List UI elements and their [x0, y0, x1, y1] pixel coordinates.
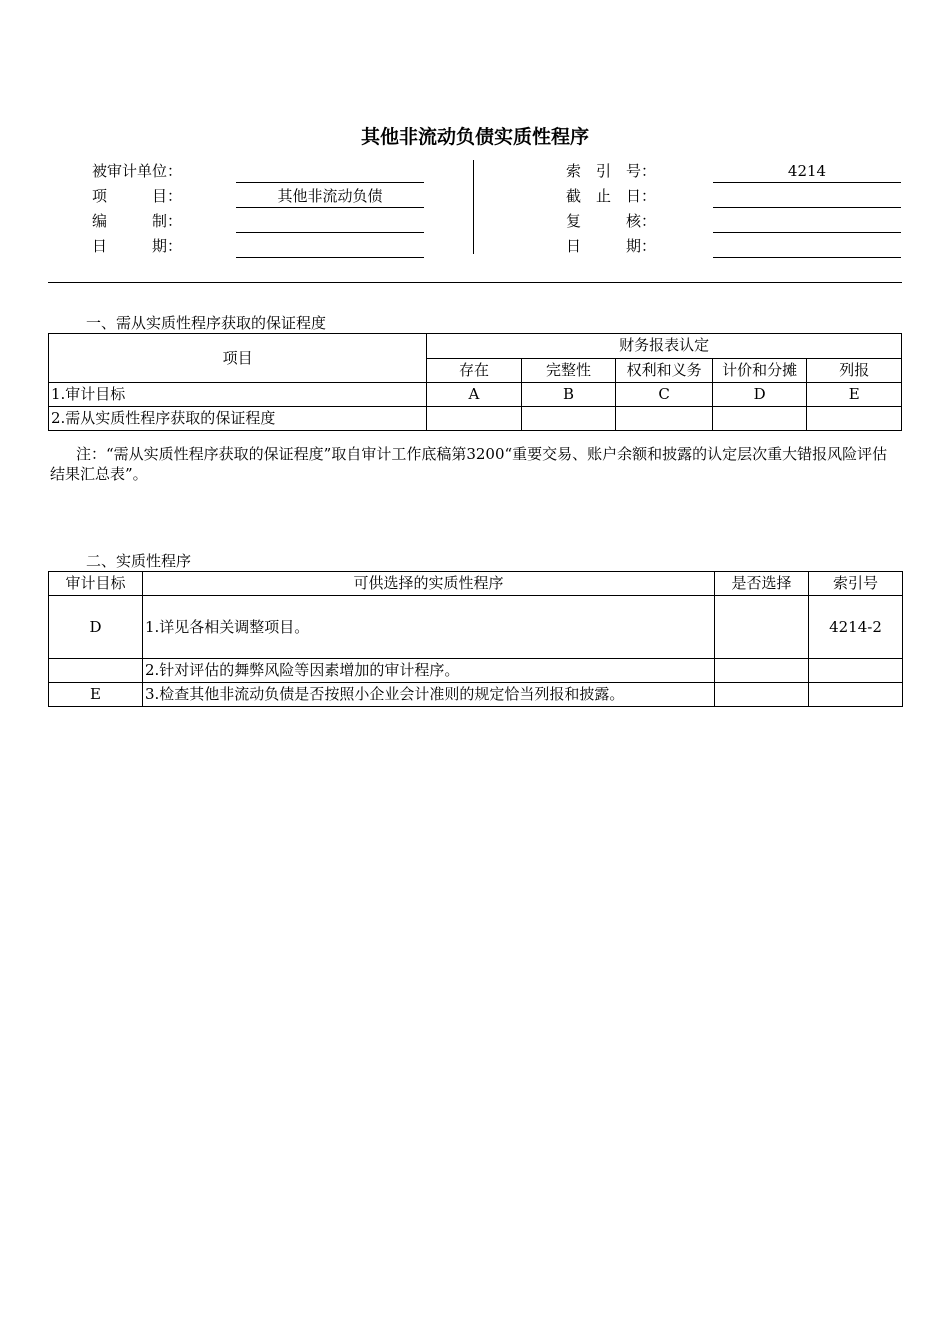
table-cell: D	[712, 383, 807, 407]
table-row	[49, 659, 903, 683]
note-text: 注：“需从实质性程序获取的保证程度”取自审计工作底稿第3200“重要交易、账户余额和披露的认定层次重大错报风险评估结果汇总表”。	[50, 445, 888, 483]
procedure-cell: 1.详见各相关调整项目。	[143, 596, 715, 659]
col-presentation: 列报	[807, 358, 902, 383]
item-header: 项目	[49, 334, 427, 383]
reviewer-label: 复 核：	[566, 212, 657, 230]
table-cell: A	[427, 383, 522, 407]
review-date-field[interactable]	[713, 235, 901, 258]
page-title: 其他非流动负债实质性程序	[360, 126, 589, 148]
prepared-date-field[interactable]	[236, 235, 424, 258]
table-cell: E	[807, 383, 902, 407]
prepared-by-label: 编 制：	[92, 212, 183, 230]
objective-cell: D	[49, 596, 143, 659]
reviewer-field[interactable]	[713, 210, 901, 233]
col-valuation-allocation: 计价和分摊	[712, 358, 807, 383]
cutoff-date-field[interactable]	[713, 185, 901, 208]
index-cell: 4214-2	[809, 596, 903, 659]
header-rule	[48, 282, 902, 283]
table-cell: B	[521, 383, 616, 407]
row-label: 1.审计目标	[49, 383, 427, 407]
col-rights-obligations: 权利和义务	[616, 358, 713, 383]
review-date-label: 日 期：	[566, 237, 657, 255]
procedure-cell: 3.检查其他非流动负债是否按照小企业会计准则的规定恰当列报和披露。	[143, 683, 715, 707]
procedure-cell: 2.针对评估的舞弊风险等因素增加的审计程序。	[143, 659, 715, 683]
selected-cell[interactable]	[715, 683, 809, 707]
prepared-date-label: 日 期：	[92, 237, 183, 255]
col-index: 索引号	[809, 572, 903, 596]
index-cell	[809, 683, 903, 707]
section1-heading: 一、需从实质性程序获取的保证程度	[86, 314, 327, 332]
col-completeness: 完整性	[521, 358, 616, 383]
procedures-table	[48, 571, 903, 707]
objective-cell	[49, 659, 143, 683]
assurance-table	[48, 333, 902, 431]
table-cell[interactable]	[427, 407, 522, 431]
table-cell: C	[616, 383, 713, 407]
header-divider	[473, 160, 474, 254]
table-cell[interactable]	[616, 407, 713, 431]
auditee-field[interactable]	[236, 160, 424, 183]
project-field[interactable]: 其他非流动负债	[236, 185, 424, 208]
table-cell[interactable]	[521, 407, 616, 431]
index-no-field[interactable]: 4214	[713, 160, 901, 183]
table-row	[49, 407, 902, 431]
objective-cell: E	[49, 683, 143, 707]
table-cell[interactable]	[807, 407, 902, 431]
assertion-group-header: 财务报表认定	[427, 334, 902, 359]
auditee-label: 被审计单位：	[92, 162, 183, 180]
col-objective: 审计目标	[49, 572, 143, 596]
row-label: 2.需从实质性程序获取的保证程度	[49, 407, 427, 431]
index-cell	[809, 659, 903, 683]
col-existence: 存在	[427, 358, 522, 383]
col-selected: 是否选择	[715, 572, 809, 596]
col-procedure: 可供选择的实质性程序	[143, 572, 715, 596]
section2-heading: 二、实质性程序	[86, 552, 192, 570]
table-cell[interactable]	[712, 407, 807, 431]
project-label: 项 目：	[92, 187, 183, 205]
table-row	[49, 383, 902, 407]
prepared-by-field[interactable]	[236, 210, 424, 233]
index-no-label: 索 引 号：	[566, 162, 657, 180]
table-row	[49, 683, 903, 707]
cutoff-date-label: 截 止 日：	[566, 187, 657, 205]
selected-cell[interactable]	[715, 596, 809, 659]
table-row	[49, 596, 903, 659]
selected-cell[interactable]	[715, 659, 809, 683]
